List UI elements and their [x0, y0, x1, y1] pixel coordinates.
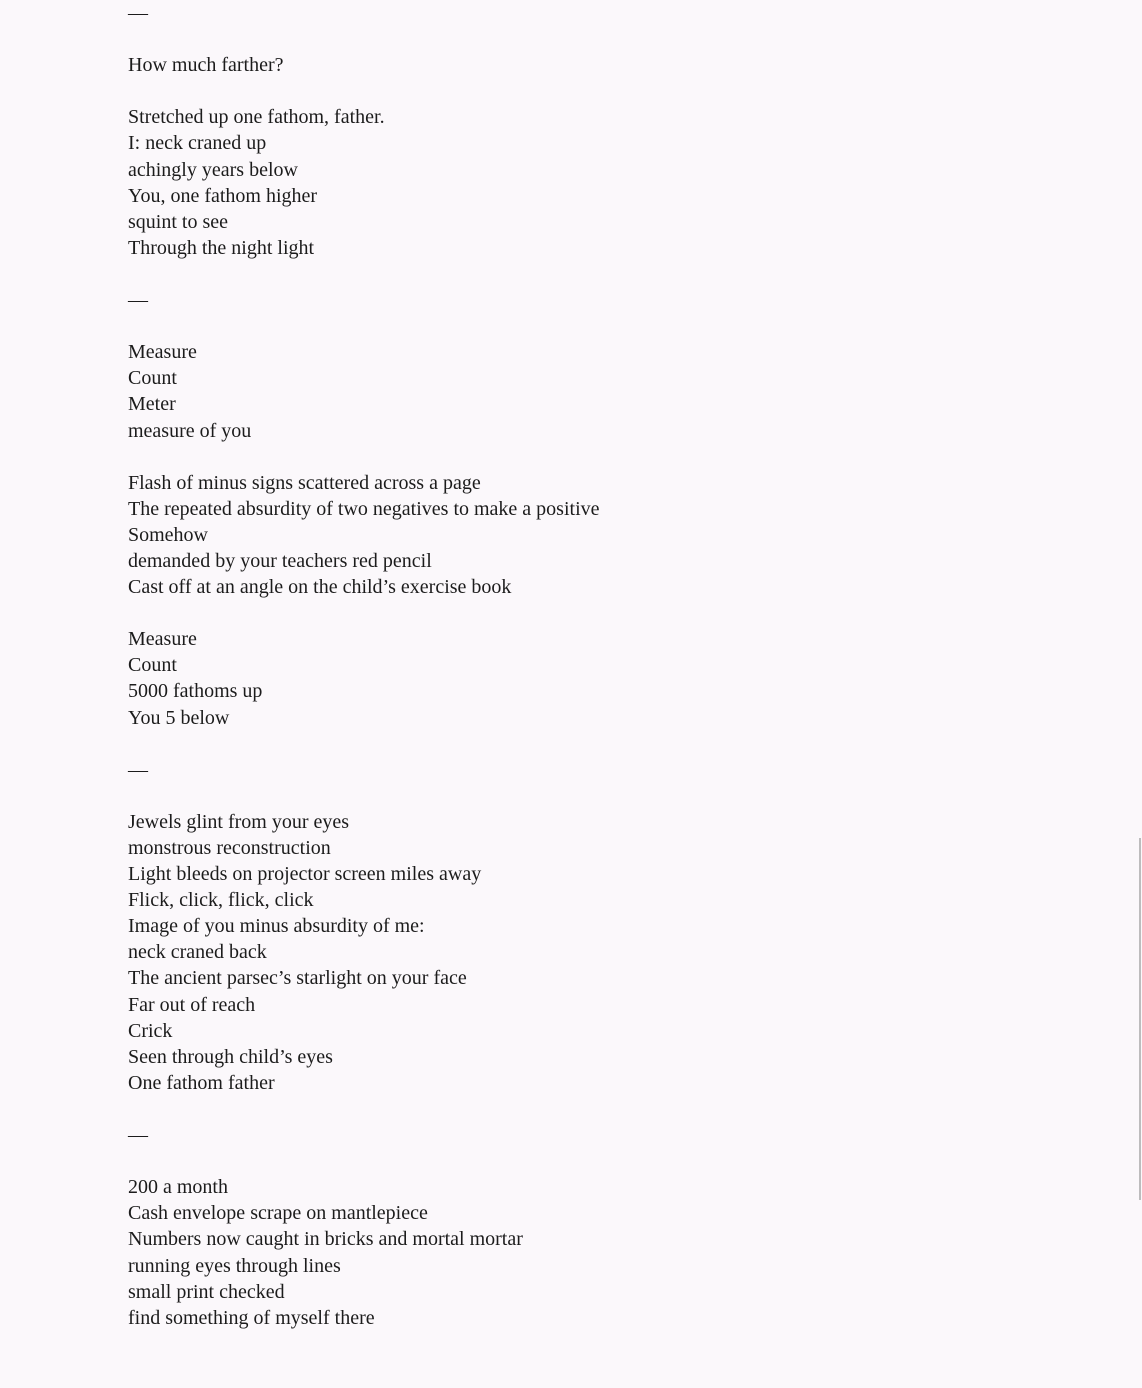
poem-line: 200 a month	[128, 1176, 228, 1199]
poem-line: squint to see	[128, 210, 228, 233]
section-separator: —	[128, 289, 148, 312]
poem-body	[128, 0, 1088, 1331]
poem-line: You 5 below	[128, 706, 230, 729]
poem-line: achingly years below	[128, 158, 298, 181]
poem-line: 5000 fathoms up	[128, 680, 263, 703]
blank-line	[128, 1148, 1088, 1174]
scrollbar-edge[interactable]	[1139, 838, 1141, 1200]
poem-line: Light bleeds on projector screen miles away	[128, 863, 482, 886]
blank-line	[128, 783, 1088, 809]
poem-line: Crick	[128, 1019, 173, 1042]
blank-line	[128, 444, 1088, 470]
blank-line	[128, 26, 1088, 52]
poem-line: Measure	[128, 628, 197, 651]
poem-line: The ancient parsec’s starlight on your face	[128, 967, 467, 990]
poem-line: Measure	[128, 341, 197, 364]
poem-line: Count	[128, 367, 177, 390]
poem-line: Seen through child’s eyes	[128, 1045, 333, 1068]
blank-line	[128, 1096, 1088, 1122]
poem-line: I: neck craned up	[128, 132, 267, 155]
blank-line	[128, 731, 1088, 757]
poem-line: Far out of reach	[128, 993, 256, 1016]
poem-line: Through the night light	[128, 236, 315, 259]
poem-line: Image of you minus absurdity of me:	[128, 915, 425, 938]
blank-line	[128, 261, 1088, 287]
poem-line: Stretched up one fathom, father.	[128, 106, 385, 129]
poem-line: Flash of minus signs scattered across a page	[128, 471, 481, 494]
poem-line: Flick, click, flick, click	[128, 889, 314, 912]
poem-line: Cast off at an angle on the child’s exercise book	[128, 576, 512, 599]
poem-line: neck craned back	[128, 941, 267, 964]
poem-line: Cash envelope scrape on mantlepiece	[128, 1202, 428, 1225]
poem-line: monstrous reconstruction	[128, 837, 331, 859]
poem-line: find something of myself there	[128, 1306, 375, 1329]
poem-line: How much farther?	[128, 54, 284, 77]
poem-line: Numbers now caught in bricks and mortal mortar	[128, 1228, 523, 1251]
section-separator: —	[128, 758, 148, 781]
poem-line: Count	[128, 654, 177, 677]
poem-line: You, one fathom higher	[128, 184, 318, 207]
poem-line: small print checked	[128, 1280, 285, 1303]
poem-line: The repeated absurdity of two negatives to make a positive	[128, 497, 600, 520]
blank-line	[128, 600, 1088, 626]
blank-line	[128, 313, 1088, 339]
blank-line	[128, 78, 1088, 104]
poem-line: Somehow	[128, 523, 208, 546]
section-separator: —	[128, 1124, 148, 1147]
poem-line: One fathom father	[128, 1071, 275, 1094]
poem-line: running eyes through lines	[128, 1254, 341, 1277]
poem-line: measure of you	[128, 419, 252, 442]
section-separator: —	[128, 2, 148, 24]
poem-line: Meter	[128, 393, 176, 416]
poem-line: Jewels glint from your eyes	[128, 810, 350, 833]
document-page	[128, 0, 1088, 1331]
poem-line: demanded by your teachers red pencil	[128, 549, 432, 572]
